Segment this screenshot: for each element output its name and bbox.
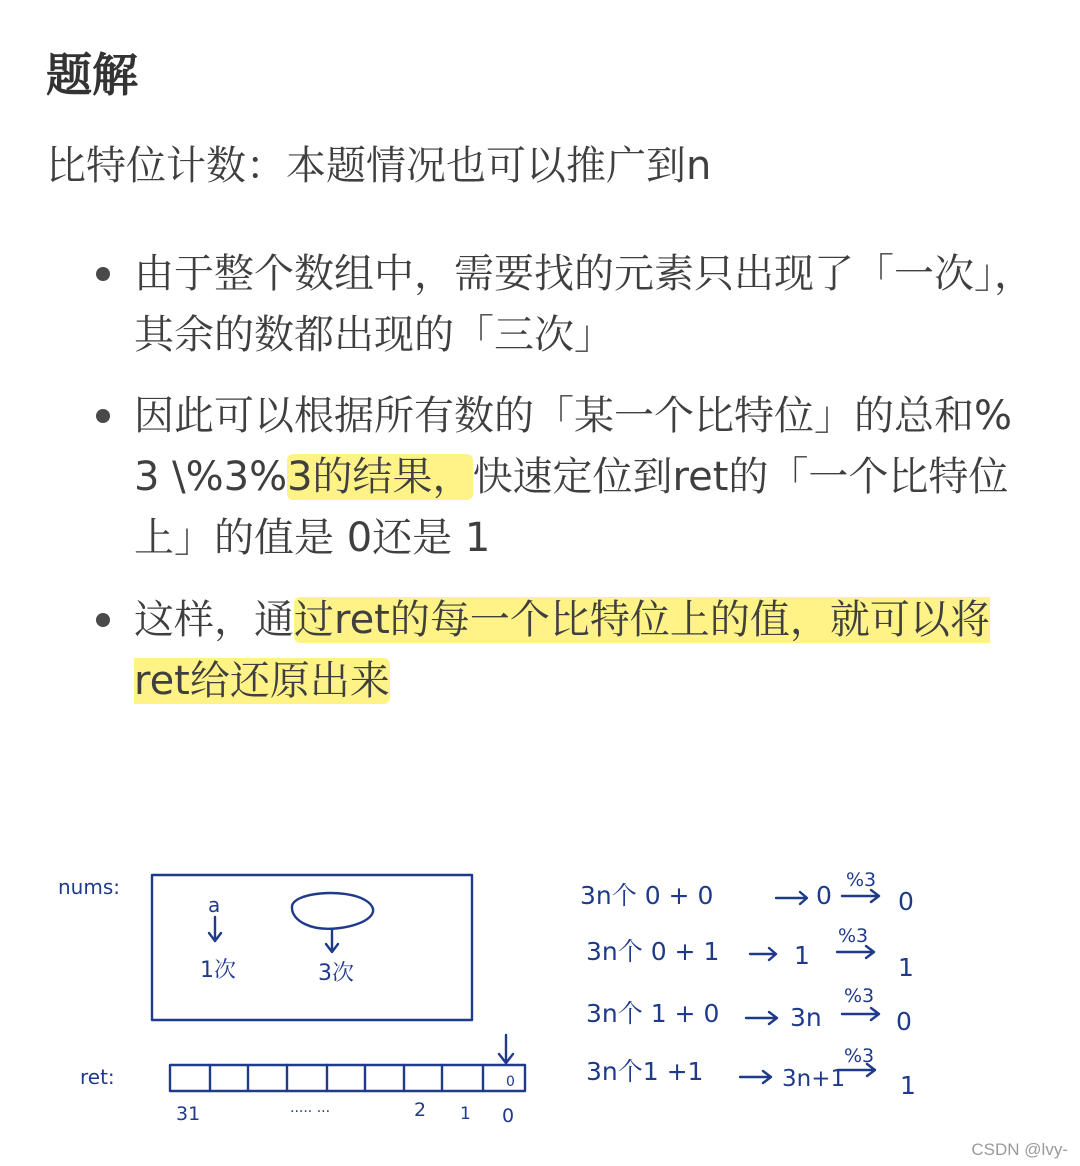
rule-operator: %3 — [844, 985, 875, 1007]
bullet-text: 快速定位到ret的「一个比特位上」的值是 0还是 1 — [134, 454, 1009, 561]
rule-expression: 3n个 1 + 0 — [586, 999, 720, 1028]
arrow-right-icon — [842, 1008, 879, 1020]
bit-index-ellipsis: ..... ... — [290, 1100, 331, 1116]
arrow-right-icon — [842, 890, 879, 902]
rule-operator: %3 — [846, 869, 877, 891]
rule-operator: %3 — [838, 925, 869, 947]
rule-intermediate: 0 — [816, 881, 832, 910]
arrow-right-icon — [746, 1012, 777, 1024]
handwritten-sketch — [40, 840, 1040, 1130]
arrow-down-icon — [326, 930, 338, 952]
arrow-down-icon — [499, 1035, 513, 1063]
rule-expression: 3n个1 +1 — [586, 1057, 704, 1086]
arrow-right-icon — [837, 946, 874, 958]
rule-expression: 3n个 0 + 1 — [586, 937, 720, 966]
rule-intermediate: 3n+1 — [782, 1066, 846, 1092]
watermark: CSDN @lvy- — [971, 1140, 1068, 1159]
bullet-item — [134, 386, 1034, 569]
arrow-down-icon — [209, 917, 221, 941]
rule-intermediate: 1 — [794, 941, 810, 970]
rule-operator: %3 — [844, 1045, 875, 1067]
section-heading: 题解 — [46, 48, 138, 102]
bit-index: 2 — [414, 1099, 427, 1121]
rule-intermediate: 3n — [790, 1003, 822, 1032]
intro-paragraph: 比特位计数：本题情况也可以推广到n — [46, 143, 712, 189]
bit-dividers — [210, 1065, 483, 1091]
bullet-dot-icon — [96, 409, 110, 423]
ret-bits-box — [170, 1065, 525, 1091]
rule-result: 1 — [900, 1071, 916, 1100]
thrice-label: 3次 — [318, 961, 354, 986]
rule-result: 1 — [898, 953, 914, 982]
bullet-text: 这样，通 — [134, 597, 294, 643]
nums-box — [152, 875, 472, 1020]
rule-expression: 3n个 0 + 0 — [580, 881, 714, 910]
rule-result: 0 — [898, 887, 914, 916]
circle-mark — [292, 893, 373, 929]
bit-index: 31 — [176, 1103, 201, 1125]
arrow-right-icon — [740, 1071, 771, 1083]
bullet-text: 因此可以根据所有数的「某一个比特位」的总和% 3 \%3% — [134, 393, 1013, 500]
ret-cell-value: 0 — [506, 1074, 515, 1090]
element-a-label: a — [208, 893, 221, 917]
highlighted-text: 3的结果， — [287, 454, 473, 500]
bit-index: 0 — [502, 1105, 515, 1127]
bullet-dot-icon — [96, 267, 110, 281]
bullet-item — [134, 590, 1034, 712]
highlighted-text: 过ret的每一个比特位上的值，就可以将ret给还原出来 — [134, 597, 990, 704]
once-label: 1次 — [200, 958, 236, 983]
arrow-right-icon — [776, 892, 807, 904]
bullet-item — [134, 244, 1034, 366]
arrow-right-icon — [750, 948, 776, 960]
bit-index: 1 — [460, 1104, 471, 1124]
bullet-dot-icon — [96, 613, 110, 627]
bullet-text: 由于整个数组中，需要找的元素只出现了「一次」，其余的数都出现的「三次」 — [134, 251, 1034, 358]
ret-label: ret: — [80, 1065, 115, 1089]
nums-label: nums: — [58, 875, 120, 899]
rule-result: 0 — [896, 1007, 912, 1036]
